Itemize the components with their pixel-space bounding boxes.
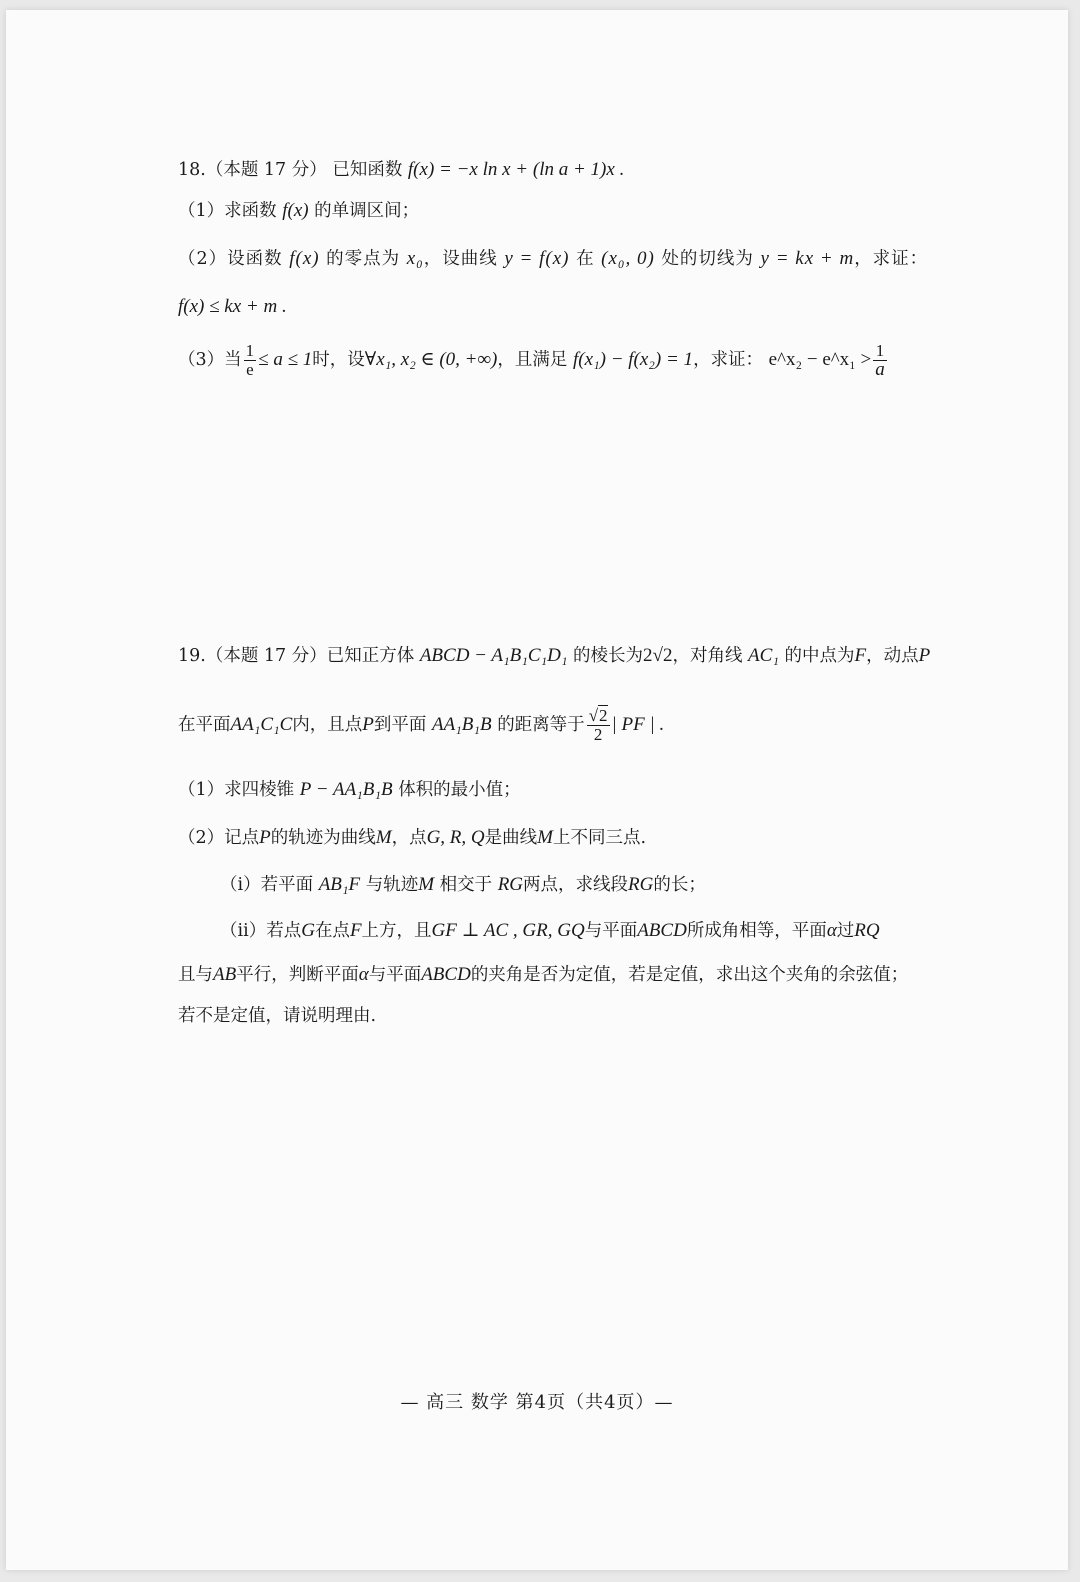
q19-p1-b: 体积的最小值； — [398, 780, 521, 800]
q19-l1-c: ，对角线 — [672, 646, 743, 666]
q19-ii-b: 在点 — [314, 921, 350, 941]
q19-ii-perp: GF ⊥ AC , GR, GQ — [431, 920, 585, 941]
q19-cube: ABCD − A₁B₁C₁D₁ — [419, 645, 568, 666]
q19-p2-e: 上不同三点. — [552, 828, 647, 848]
q18-p1-fx: f(x) — [282, 200, 309, 221]
q18-intro: 已知函数 — [332, 160, 403, 180]
q19-p2-a: 记点 — [224, 828, 260, 848]
q19-ABCD: ABCD — [637, 920, 687, 941]
q19-i-b: 与轨迹 — [365, 875, 419, 895]
q19-ii-d: 与平面 — [584, 921, 638, 941]
q19-part2-i — [220, 872, 706, 898]
q19-stem-line1 — [178, 643, 930, 669]
q18-p2-f: ，求证： — [854, 249, 929, 269]
q19-M: M — [537, 827, 553, 848]
q19-l1-a: 已知正方体 — [326, 646, 415, 666]
q19-P: P — [918, 645, 931, 666]
q19-i-a: 若平面 — [260, 875, 314, 895]
q19-M: M — [418, 874, 435, 895]
q18-p2-point: (x₀, 0) — [601, 248, 655, 269]
q18-p3-eq: f(x₁) − f(x₂) = 1 — [572, 349, 694, 370]
q19-GRQ: G, R, Q — [426, 827, 485, 848]
q18-number: 18. — [178, 160, 206, 180]
frac-1-over-a — [873, 342, 887, 379]
q19-l2-a: 在平面 — [178, 715, 231, 735]
frac-sqrt2-over-2 — [587, 707, 610, 744]
q18-p3-cond: ≤ a ≤ 1 — [258, 349, 313, 370]
q18-p3-when: 当 — [224, 350, 242, 370]
q19-G: G — [301, 920, 315, 941]
q19-RG: RG — [497, 874, 524, 895]
q19-l2-b: 内，且点 — [292, 715, 363, 735]
q18-p2-c: ，设曲线 — [423, 249, 498, 269]
q18-p2-b: 的零点为 — [326, 249, 401, 269]
q18-p3-shi: 时，设 — [312, 350, 365, 370]
q19-part2-ii-end — [178, 1003, 376, 1029]
q19-M: M — [375, 827, 392, 848]
page-footer: — 高三 数学 第4页（共4页）— — [400, 1392, 674, 1413]
q19-l2-d: 的距离等于 — [497, 715, 585, 735]
q19-l2-c: 到平面 — [373, 715, 427, 735]
frac-den: 2 — [593, 725, 603, 744]
q19-P: P — [259, 827, 271, 848]
q19-last1-d: 的夹角是否为定值，若是定值，求出这个夹角的余弦值； — [470, 965, 909, 985]
frac-num: 1 — [873, 342, 887, 361]
q18-p3-exp: e^x₂ − e^x₁ > — [768, 349, 872, 370]
frac-1-over-e — [244, 342, 257, 379]
q19-i-e: 的长； — [653, 875, 706, 895]
q19-i-d: 两点，求线段 — [523, 875, 629, 895]
q18-p2-curve: y = f(x) — [504, 248, 570, 269]
q19-p2-label: （2） — [178, 828, 225, 848]
q18-p2-d: 在 — [576, 249, 595, 269]
q18-p1-tail: 的单调区间； — [314, 201, 420, 221]
q19-RQ: RQ — [854, 920, 880, 941]
frac-den: a — [875, 359, 885, 380]
q18-score: （本题 17 分） — [205, 160, 327, 180]
frac-num: 1 — [245, 341, 255, 360]
q18-part2 — [178, 246, 928, 272]
q19-last1-c: 与平面 — [368, 965, 422, 985]
q19-last2: 若不是定值，请说明理由. — [178, 1006, 377, 1026]
q19-F: F — [854, 645, 867, 666]
q18-p1-text: 求函数 — [224, 201, 277, 221]
q18-p3-label: （3） — [178, 350, 225, 370]
q19-part1 — [178, 777, 521, 803]
q19-part2 — [178, 825, 646, 851]
q19-ii-f: 过 — [836, 921, 855, 941]
q19-F: F — [349, 920, 362, 941]
q18-p3-prove: ，求证： — [693, 350, 764, 370]
q19-ab1f: AB₁F — [318, 874, 361, 895]
q19-RG: RG — [628, 874, 654, 895]
q19-ii-a: 若点 — [266, 921, 302, 941]
q19-alpha: α — [826, 920, 837, 941]
q18-p2-tangent: y = kx + m — [760, 248, 855, 269]
q19-ii-e: 所成角相等，平面 — [686, 921, 827, 941]
q18-part2-ineq — [178, 294, 287, 320]
q19-last1-a: 且与 — [178, 965, 213, 985]
exam-page — [6, 10, 1068, 1570]
q19-ABCD: ABCD — [421, 964, 471, 985]
q18-p2-a: 设函数 — [227, 249, 283, 269]
q19-part2-ii — [220, 918, 880, 944]
q18-p3-and: ，且满足 — [497, 350, 568, 370]
q19-l1-e: ，动点 — [866, 646, 919, 666]
q19-AB: AB — [213, 964, 237, 985]
q18-p2-e: 处的切线为 — [661, 249, 754, 269]
q19-ii-label: （ⅱ） — [220, 921, 267, 941]
q19-p2-b: 的轨迹为曲线 — [270, 828, 376, 848]
frac-den: e — [246, 360, 254, 379]
q19-plane1: AA₁C₁C — [230, 714, 293, 735]
q19-number: 19. — [178, 646, 206, 666]
q19-i-c: 相交于 — [439, 875, 493, 895]
q19-p2-c: ，点 — [391, 828, 427, 848]
q19-l1-b: 的棱长为 — [573, 646, 644, 666]
radicand: 2 — [599, 706, 608, 725]
q19-score: （本题 17 分） — [205, 646, 327, 666]
q18-part3 — [178, 340, 889, 380]
q18-p2-ineq: f(x) ≤ kx + m . — [178, 296, 287, 317]
q18-stem — [178, 157, 624, 183]
q19-alpha: α — [358, 964, 369, 985]
q19-pf: | PF | . — [611, 714, 665, 735]
q19-i-label: （ⅰ） — [220, 875, 261, 895]
q18-p3-vars: ∀x₁, x₂ ∈ (0, +∞) — [364, 349, 498, 370]
q19-part2-ii-cont — [178, 962, 908, 988]
q18-p2-x0: x₀ — [406, 248, 424, 269]
q19-p1-a: 求四棱锥 — [224, 780, 295, 800]
frac-num: √2 — [588, 706, 608, 725]
q18-function: f(x) = −x ln x + (ln a + 1)x . — [407, 159, 625, 180]
q19-p2-d: 是曲线 — [484, 828, 538, 848]
q19-P: P — [362, 714, 374, 735]
q19-plane2: AA₁B₁B — [431, 714, 492, 735]
q18-p1-label: （1） — [178, 201, 225, 221]
q19-l1-d: 的中点为 — [784, 646, 855, 666]
q19-last1-b: 平行，判断平面 — [236, 965, 359, 985]
q19-ii-c: 上方，且 — [361, 921, 432, 941]
q18-p2-fx: f(x) — [289, 248, 320, 269]
q19-p1-label: （1） — [178, 780, 225, 800]
q18-p2-label: （2） — [178, 249, 228, 269]
q18-part1 — [178, 198, 419, 224]
q19-edge: 2√2 — [643, 645, 673, 666]
q19-pyramid: P − AA₁B₁B — [299, 779, 393, 800]
q19-diag: AC₁ — [748, 645, 779, 666]
q19-stem-line2 — [178, 703, 664, 747]
